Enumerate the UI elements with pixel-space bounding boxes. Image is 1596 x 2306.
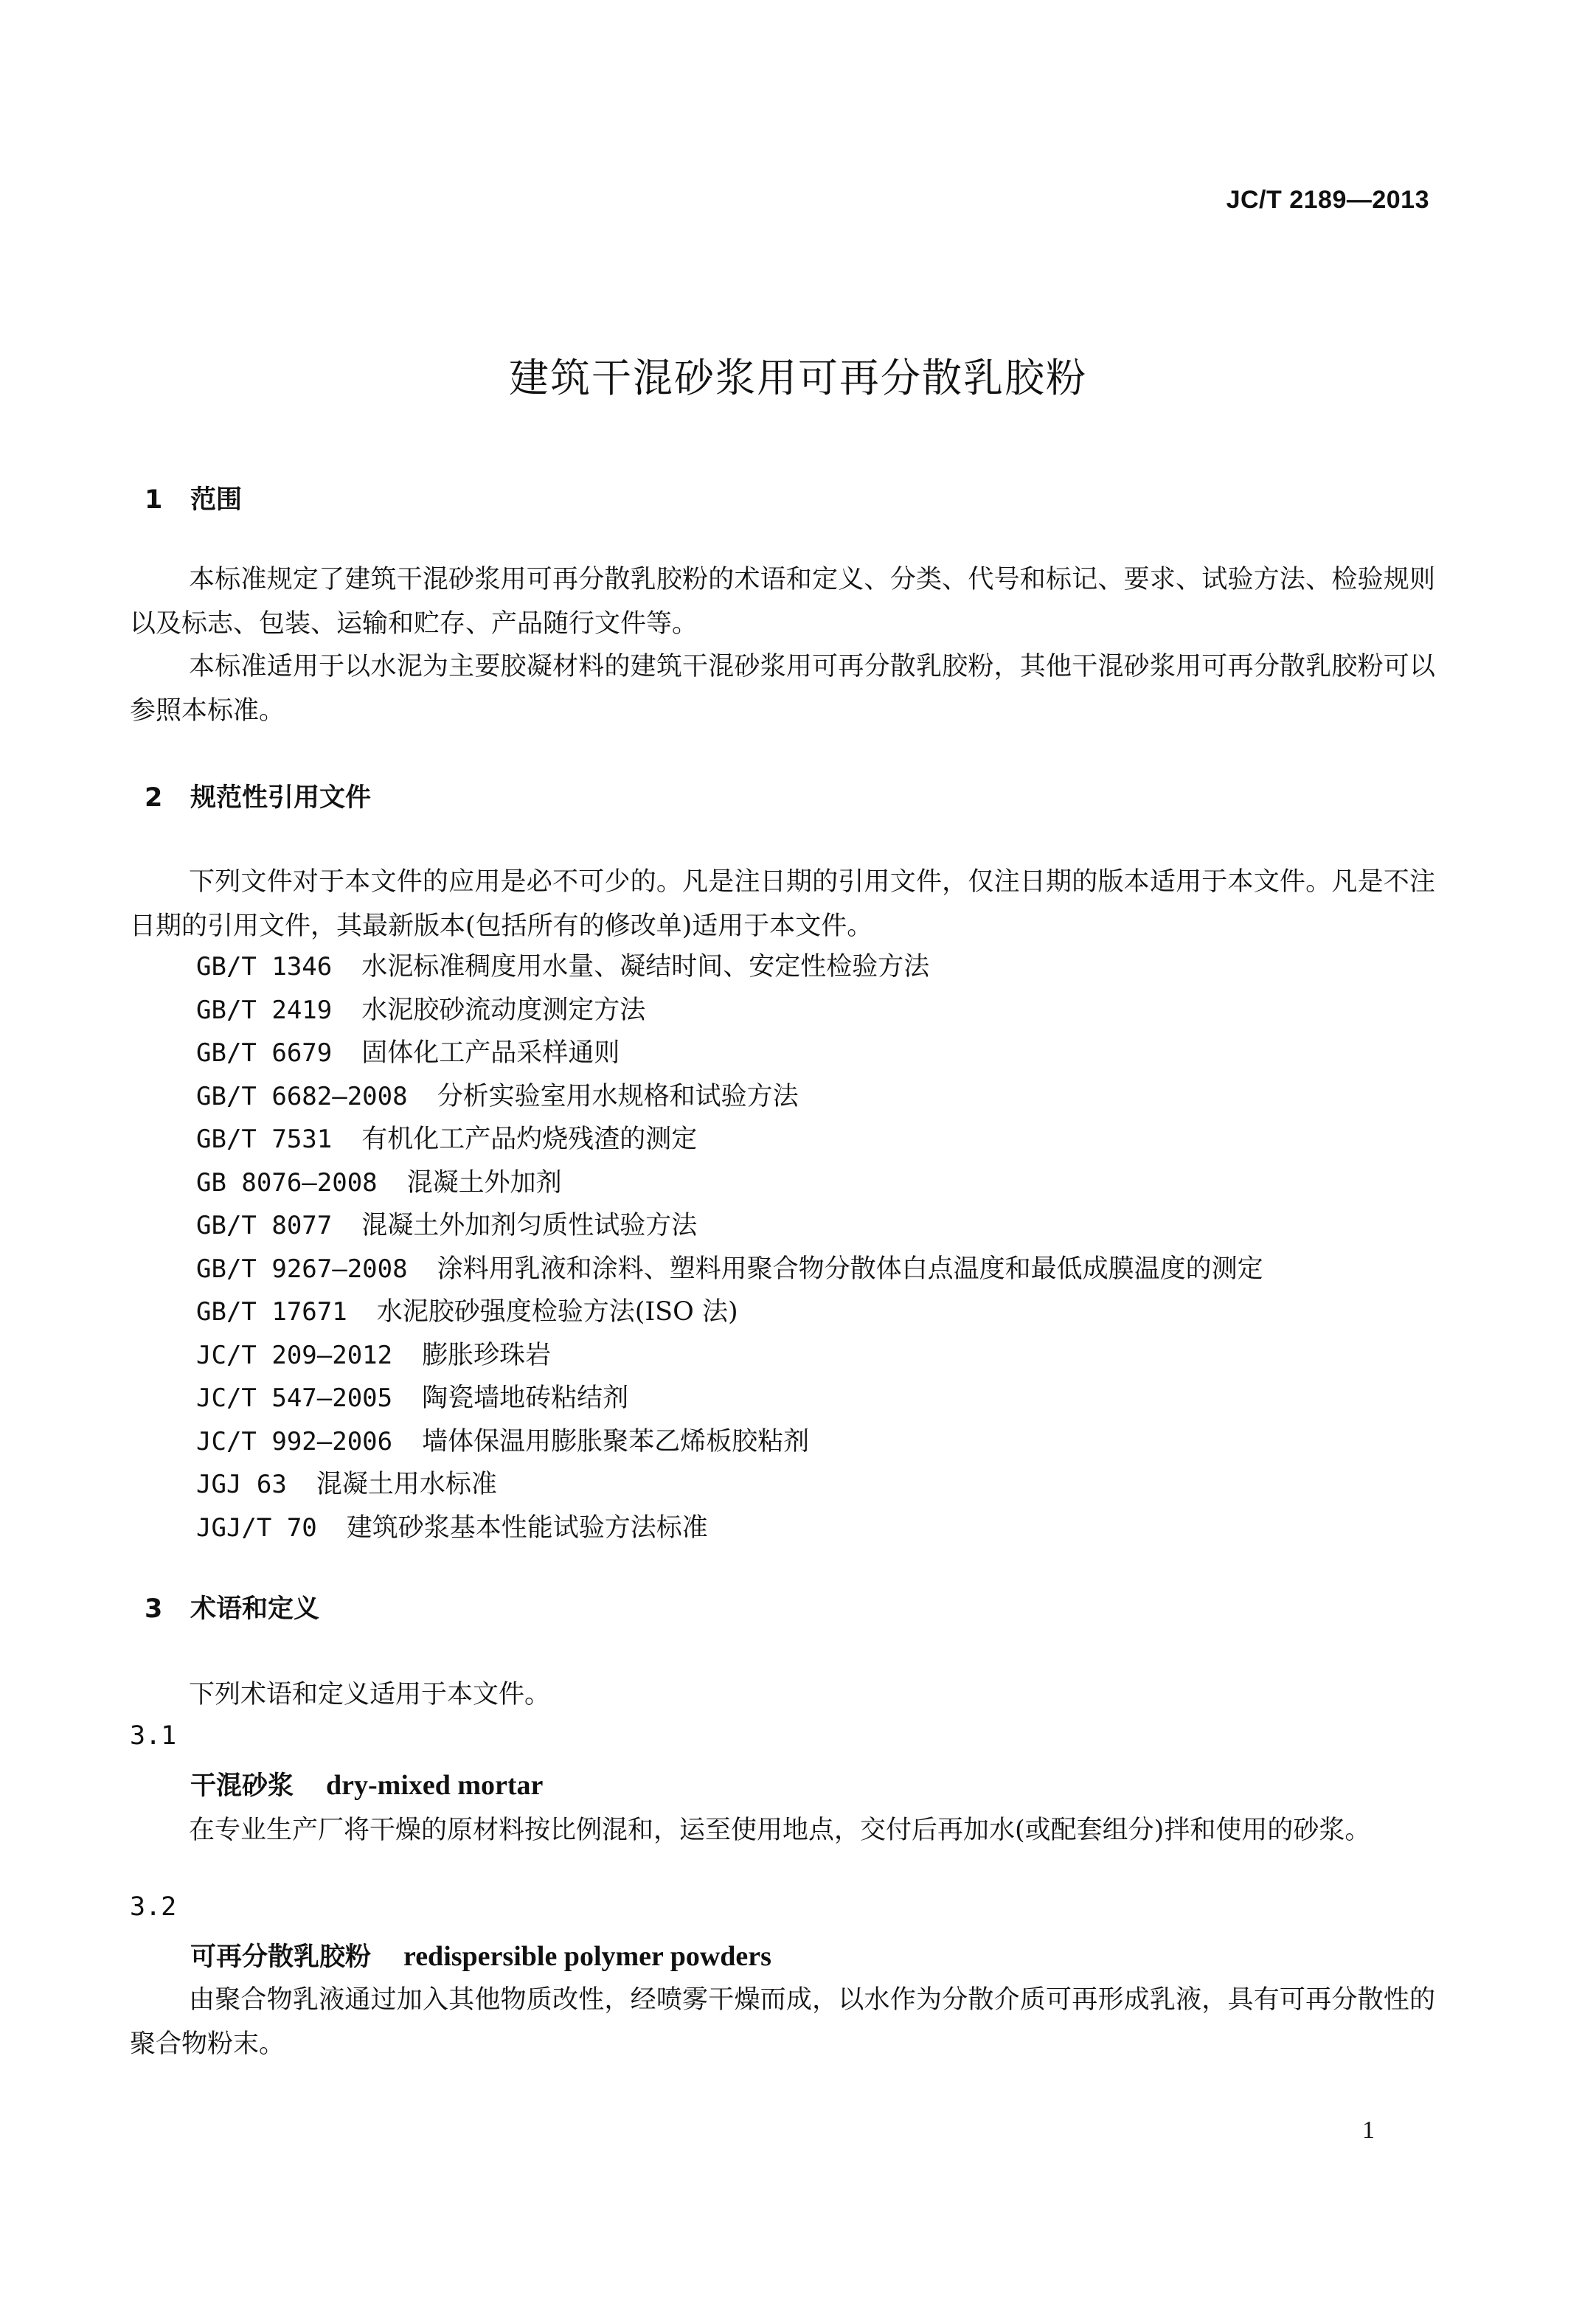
standard-code: JC/T 2189—2013 (1226, 186, 1429, 214)
clause-number: 3.1 (130, 1721, 177, 1751)
reference-item: JGJ 63 混凝土用水标准 (196, 1470, 497, 1499)
reference-item: JGJ/T 70 建筑砂浆基本性能试验方法标准 (196, 1513, 708, 1543)
reference-item: GB/T 6682—2008 分析实验室用水规格和试验方法 (196, 1081, 799, 1111)
reference-item: GB/T 1346 水泥标准稠度用水量、凝结时间、安定性检验方法 (196, 952, 930, 982)
section-title: 规范性引用文件 (190, 783, 372, 813)
normative-intro-paragraph: 下列文件对于本文件的应用是必不可少的。凡是注日期的引用文件，仅注日期的版本适用于本文件。凡是不注日期的引用文件，其最新版本(包括所有的修改单)适用于本文件。 (130, 867, 1435, 941)
section-title: 术语和定义 (190, 1594, 320, 1624)
terms-intro-paragraph: 下列术语和定义适用于本文件。 (189, 1680, 551, 1709)
reference-item: GB/T 7531 有机化工产品灼烧残渣的测定 (196, 1125, 698, 1154)
term-zh: 可再分散乳胶粉 (190, 1942, 372, 1972)
reference-item: GB 8076—2008 混凝土外加剂 (196, 1167, 562, 1198)
term-heading (190, 1765, 543, 1802)
term-en: redispersible polymer powders (403, 1941, 771, 1972)
section-2-heading (145, 777, 371, 814)
reference-item: JC/T 992—2006 墙体保温用膨胀聚苯乙烯板胶粘剂 (196, 1426, 810, 1456)
reference-item: GB/T 8077 混凝土外加剂匀质性试验方法 (196, 1211, 698, 1240)
section-number: 3 (145, 1594, 163, 1624)
scope-paragraph-1: 本标准规定了建筑干混砂浆用可再分散乳胶粉的术语和定义、分类、代号和标记、要求、试验方法、检验规则以及标志、包装、运输和贮存、产品随行文件等。 (130, 565, 1435, 639)
reference-item: JC/T 547—2005 陶瓷墙地砖粘结剂 (196, 1383, 629, 1413)
section-number: 2 (145, 783, 163, 813)
document-title: 建筑干混砂浆用可再分散乳胶粉 (509, 355, 1087, 401)
section-title: 范围 (190, 485, 243, 515)
term-definition: 由聚合物乳液通过加入其他物质改性，经喷雾干燥而成，以水作为分散介质可再形成乳液，具有可再分散性的聚合物粉末。 (130, 1985, 1435, 2059)
reference-item: GB/T 17671 水泥胶砂强度检验方法(ISO 法) (196, 1297, 738, 1327)
reference-item: GB/T 9267—2008 涂料用乳液和涂料、塑料用聚合物分散体白点温度和最低成膜温度的测定 (196, 1254, 1263, 1284)
scope-paragraph-2: 本标准适用于以水泥为主要胶凝材料的建筑干混砂浆用可再分散乳胶粉，其他干混砂浆用可再分散乳胶粉可以参照本标准。 (130, 652, 1435, 726)
term-definition: 在专业生产厂将干燥的原材料按比例混和，运至使用地点，交付后再加水(或配套组分)拌和使用的砂浆。 (189, 1816, 1371, 1845)
term-heading (190, 1937, 771, 1973)
page-number: 1 (1362, 2116, 1375, 2144)
reference-item: GB/T 6679 固体化工产品采样通则 (196, 1038, 620, 1068)
reference-list (196, 945, 1263, 1549)
section-number: 1 (145, 485, 163, 515)
term-zh: 干混砂浆 (190, 1771, 294, 1801)
section-3-heading (145, 1588, 319, 1625)
clause-number: 3.2 (130, 1892, 177, 1922)
reference-item: GB/T 2419 水泥胶砂流动度测定方法 (196, 995, 646, 1025)
section-1-heading (145, 479, 242, 516)
term-en: dry-mixed mortar (326, 1770, 544, 1801)
reference-item: JC/T 209—2012 膨胀珍珠岩 (196, 1340, 552, 1370)
